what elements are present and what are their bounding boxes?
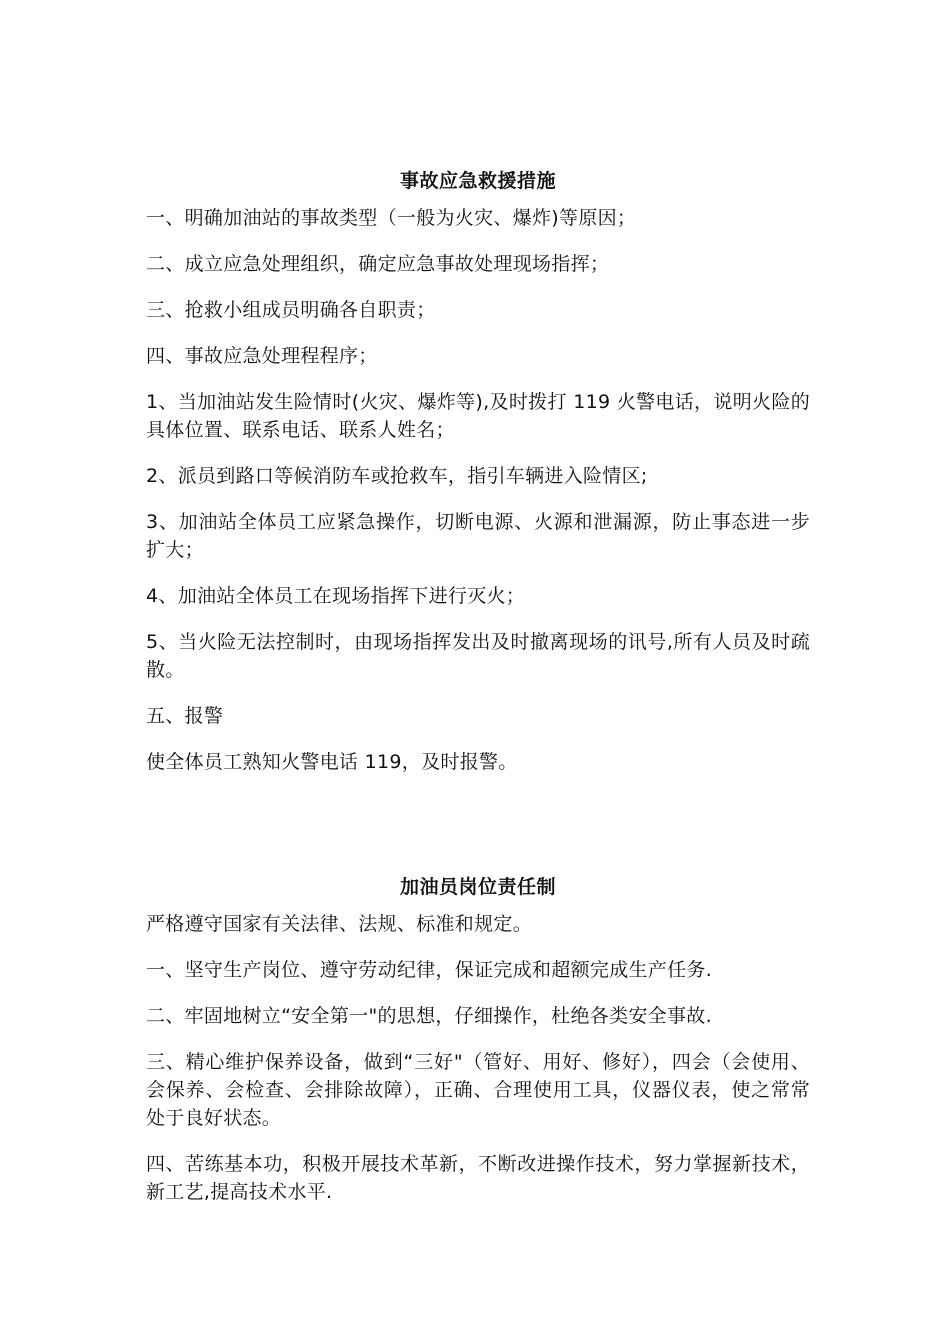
emergency-paragraph: 四、事故应急处理程程序； [146, 345, 378, 367]
duties-paragraph: 一、坚守生产岗位、遵守劳动纪律，保证完成和超额完成生产任务. [146, 959, 713, 981]
emergency-title: 事故应急救援措施 [399, 170, 556, 192]
emergency-paragraph: 三、抢救小组成员明确各自职责； [146, 299, 436, 321]
duties-title: 加油员岗位责任制 [399, 876, 556, 898]
emergency-paragraph: 1、当加油站发生险情时(火灾、爆炸等),及时拨打 119 火警电话，说明火险的具体位置、联系电话、联系人姓名； [146, 391, 810, 441]
emergency-paragraph: 3、加油站全体员工应紧急操作，切断电源、火源和泄漏源，防止事态进一步扩大； [146, 511, 810, 561]
emergency-paragraph: 4、加油站全体员工在现场指挥下进行灭火； [146, 585, 526, 607]
emergency-paragraph: 二、成立应急处理组织，确定应急事故处理现场指挥； [146, 253, 610, 275]
duties-section [146, 872, 810, 1224]
emergency-paragraph: 2、派员到路口等候消防车或抢救车，指引车辆进入险情区; [146, 465, 648, 487]
duties-paragraph: 三、精心维护保养设备，做到“三好"（管好、用好、修好），四会（会使用、会保养、会检查、会排除故障），正确、合理使用工具，仪器仪表，使之常常处于良好状态。 [146, 1051, 810, 1129]
duties-paragraph: 严格遵守国家有关法律、法规、标准和规定。 [146, 913, 533, 935]
duties-paragraph: 四、苦练基本功，积极开展技术革新，不断改进操作技术，努力掌握新技术，新工艺,提高技术水平. [146, 1153, 810, 1203]
duties-paragraph: 二、牢固地树立“安全第一"的思想，仔细操作，杜绝各类安全事故. [146, 1005, 712, 1027]
emergency-paragraph: 五、报警 [146, 705, 224, 727]
emergency-section [146, 166, 810, 794]
emergency-paragraph: 一、明确加油站的事故类型（一般为火灾、爆炸)等原因； [146, 207, 637, 229]
emergency-paragraph: 5、当火险无法控制时，由现场指挥发出及时撤离现场的讯号,所有人员及时疏散。 [146, 631, 810, 681]
emergency-paragraph: 使全体员工熟知火警电话 119，及时报警。 [146, 751, 518, 773]
